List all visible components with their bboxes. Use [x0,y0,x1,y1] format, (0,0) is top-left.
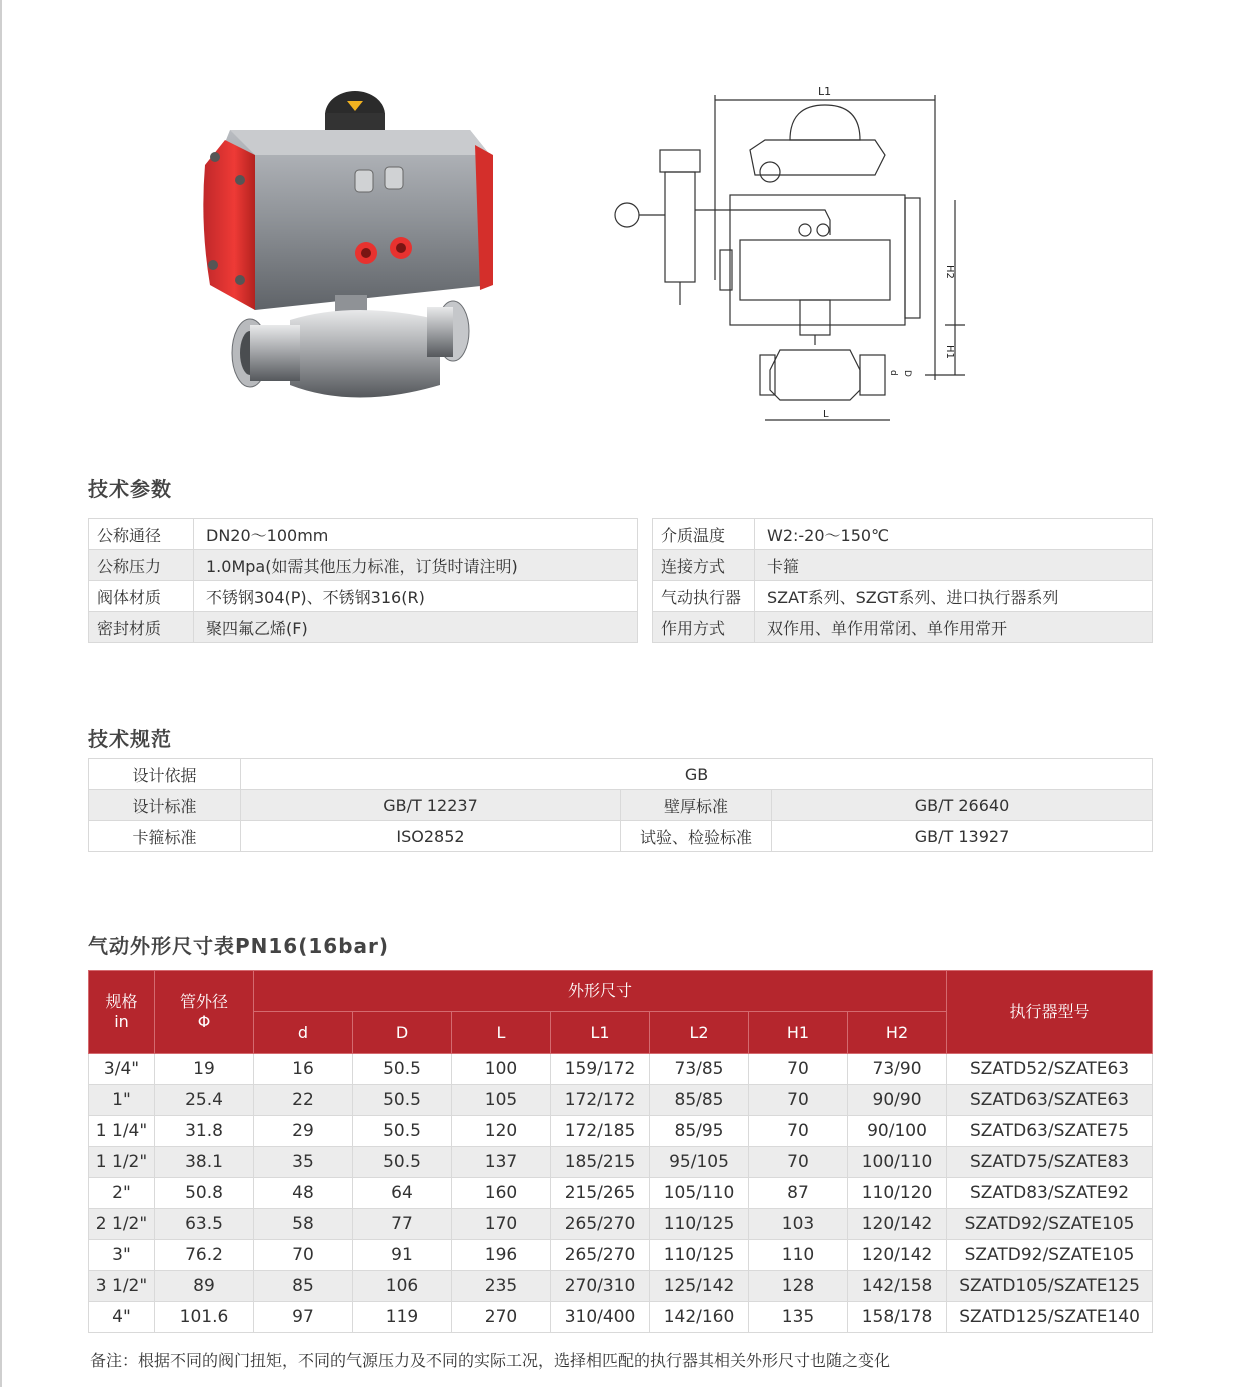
table-cell: 70 [254,1240,353,1271]
table-cell: 235 [452,1271,551,1302]
params-title: 技术参数 [88,477,172,501]
table-cell: 265/270 [551,1240,650,1271]
table-cell: 85/85 [650,1085,749,1116]
table-cell: 50.5 [353,1054,452,1085]
table-row [653,612,1153,643]
table-cell: 100 [452,1054,551,1085]
params-table-right [652,518,1153,643]
table-cell: 120/142 [848,1209,947,1240]
table-cell: 2" [89,1178,155,1209]
table-cell: 58 [254,1209,353,1240]
table-cell: SZATD52/SZATE63 [947,1054,1153,1085]
table-cell: SZATD63/SZATE75 [947,1116,1153,1147]
table-cell: 137 [452,1147,551,1178]
table-cell: 120 [452,1116,551,1147]
col-header-od [155,971,254,1054]
table-row [89,821,1153,852]
table-cell: 103 [749,1209,848,1240]
table-row [89,1116,1153,1147]
table-cell: 110/125 [650,1209,749,1240]
table-cell: 2 1/2" [89,1209,155,1240]
table-cell: 90/100 [848,1116,947,1147]
table-cell: 135 [749,1302,848,1333]
table-cell: 85/95 [650,1116,749,1147]
spec-value: ISO2852 [241,821,621,852]
table-cell: SZATD125/SZATE140 [947,1302,1153,1333]
spec-label: 试验、检验标准 [621,821,772,852]
table-cell: 170 [452,1209,551,1240]
table-cell: 1 1/4" [89,1116,155,1147]
table-cell: 77 [353,1209,452,1240]
header-od-unit: Φ [197,1012,211,1031]
table-cell: 158/178 [848,1302,947,1333]
params-table-left [88,518,638,643]
table-cell: 91 [353,1240,452,1271]
table-cell: 142/158 [848,1271,947,1302]
col-header-L: L [452,1012,551,1054]
table-cell: SZATD83/SZATE92 [947,1178,1153,1209]
table-cell: 101.6 [155,1302,254,1333]
param-key: 连接方式 [653,550,755,581]
table-cell: 100/110 [848,1147,947,1178]
table-cell: 105 [452,1085,551,1116]
table-cell: SZATD92/SZATE105 [947,1240,1153,1271]
table-cell: 89 [155,1271,254,1302]
col-header-size [89,971,155,1054]
table-cell: 172/185 [551,1116,650,1147]
table-cell: 50.5 [353,1116,452,1147]
table-cell: 160 [452,1178,551,1209]
table-cell: 185/215 [551,1147,650,1178]
table-row [89,550,638,581]
table-cell: 48 [254,1178,353,1209]
table-cell: SZATD105/SZATE125 [947,1271,1153,1302]
header-size-label: 规格 [105,992,138,1011]
table-cell: 73/90 [848,1054,947,1085]
param-key: 公称通径 [89,519,194,550]
table-row [653,581,1153,612]
table-cell: 1 1/2" [89,1147,155,1178]
table-cell: 64 [353,1178,452,1209]
table-cell: 70 [749,1054,848,1085]
table-cell: 119 [353,1302,452,1333]
param-value: DN20～100mm [194,519,638,550]
table-row [89,1302,1153,1333]
table-row [89,1178,1153,1209]
table-cell: 50.5 [353,1085,452,1116]
table-cell: 128 [749,1271,848,1302]
table-cell: 16 [254,1054,353,1085]
table-row [89,1209,1153,1240]
spec-label: 卡箍标准 [89,821,241,852]
spec-table [88,758,1153,852]
table-cell: 3" [89,1240,155,1271]
table-cell: 215/265 [551,1178,650,1209]
param-value: 聚四氟乙烯(F) [194,612,638,643]
spec-value: GB/T 13927 [772,821,1153,852]
table-row [89,790,1153,821]
drawing-label-l: L [823,409,829,420]
param-key: 气动执行器 [653,581,755,612]
col-header-H2: H2 [848,1012,947,1054]
table-row [89,1054,1153,1085]
header-size-unit: in [114,1012,129,1031]
table-row [89,759,1153,790]
table-cell: 73/85 [650,1054,749,1085]
table-row [89,1240,1153,1271]
table-cell: 106 [353,1271,452,1302]
table-cell: 110/120 [848,1178,947,1209]
dimension-table [88,970,1153,1333]
col-header-L2: L2 [650,1012,749,1054]
remark-note: 备注：根据不同的阀门扭矩，不同的气源压力及不同的实际工况，选择相匹配的执行器其相关外形尺寸也随之变化 [90,1351,891,1370]
drawing-label-h1: H1 [944,345,955,359]
table-cell: 97 [254,1302,353,1333]
table-cell: 76.2 [155,1240,254,1271]
param-value: 双作用、单作用常闭、单作用常开 [755,612,1153,643]
table-cell: 90/90 [848,1085,947,1116]
table-cell: 4" [89,1302,155,1333]
drawing-label-l1: L1 [818,85,832,98]
left-border [0,0,2,1387]
table-cell: 35 [254,1147,353,1178]
table-row [89,519,638,550]
table-cell: SZATD75/SZATE83 [947,1147,1153,1178]
drawing-label-h2: H2 [944,265,955,279]
spec-value: GB/T 26640 [772,790,1153,821]
table-row [653,519,1153,550]
table-cell: 19 [155,1054,254,1085]
table-cell: 105/110 [650,1178,749,1209]
table-cell: 270/310 [551,1271,650,1302]
table-row [89,581,638,612]
table-cell: 1" [89,1085,155,1116]
table-cell: 85 [254,1271,353,1302]
drawing-label-D: D [902,370,912,377]
table-cell: 142/160 [650,1302,749,1333]
param-key: 作用方式 [653,612,755,643]
table-cell: 125/142 [650,1271,749,1302]
col-header-outline: 外形尺寸 [254,971,947,1012]
table-cell: SZATD92/SZATE105 [947,1209,1153,1240]
table-cell: 265/270 [551,1209,650,1240]
spec-label: 壁厚标准 [621,790,772,821]
table-cell: 172/172 [551,1085,650,1116]
table-cell: 29 [254,1116,353,1147]
param-key: 介质温度 [653,519,755,550]
param-value: 卡箍 [755,550,1153,581]
table-cell: 25.4 [155,1085,254,1116]
table-cell: 110/125 [650,1240,749,1271]
table-cell: 63.5 [155,1209,254,1240]
table-row [89,1271,1153,1302]
table-cell: 159/172 [551,1054,650,1085]
table-cell: 110 [749,1240,848,1271]
table-cell: 120/142 [848,1240,947,1271]
table-cell: 31.8 [155,1116,254,1147]
param-key: 阀体材质 [89,581,194,612]
table-row [653,550,1153,581]
param-value: W2:-20～150℃ [755,519,1153,550]
table-cell: 70 [749,1116,848,1147]
table-cell: 50.5 [353,1147,452,1178]
col-header-D: D [353,1012,452,1054]
param-value: 1.0Mpa(如需其他压力标准，订货时请注明) [194,550,638,581]
col-header-actuator: 执行器型号 [947,971,1153,1054]
product-photo [195,85,500,415]
table-cell: 22 [254,1085,353,1116]
col-header-d: d [254,1012,353,1054]
dim-title: 气动外形尺寸表PN16(16bar) [88,934,390,958]
technical-drawing [605,80,985,435]
table-cell: 196 [452,1240,551,1271]
table-cell: 310/400 [551,1302,650,1333]
table-cell: 95/105 [650,1147,749,1178]
header-od-label: 管外径 [179,992,228,1011]
col-header-L1: L1 [551,1012,650,1054]
col-header-H1: H1 [749,1012,848,1054]
spec-value: GB [241,759,1153,790]
table-cell: 38.1 [155,1147,254,1178]
table-cell: 87 [749,1178,848,1209]
spec-value: GB/T 12237 [241,790,621,821]
header-row [89,971,1153,1012]
spec-label: 设计依据 [89,759,241,790]
table-cell: 70 [749,1085,848,1116]
table-cell: 70 [749,1147,848,1178]
table-cell: 3 1/2" [89,1271,155,1302]
table-cell: 50.8 [155,1178,254,1209]
drawing-label-d: d [888,370,898,376]
table-row [89,1147,1153,1178]
param-value: 不锈钢304(P)、不锈钢316(R) [194,581,638,612]
spec-label: 设计标准 [89,790,241,821]
param-key: 密封材质 [89,612,194,643]
table-cell: SZATD63/SZATE63 [947,1085,1153,1116]
table-row [89,1085,1153,1116]
table-cell: 270 [452,1302,551,1333]
param-value: SZAT系列、SZGT系列、进口执行器系列 [755,581,1153,612]
table-cell: 3/4" [89,1054,155,1085]
param-key: 公称压力 [89,550,194,581]
spec-title: 技术规范 [88,727,172,751]
table-row [89,612,638,643]
